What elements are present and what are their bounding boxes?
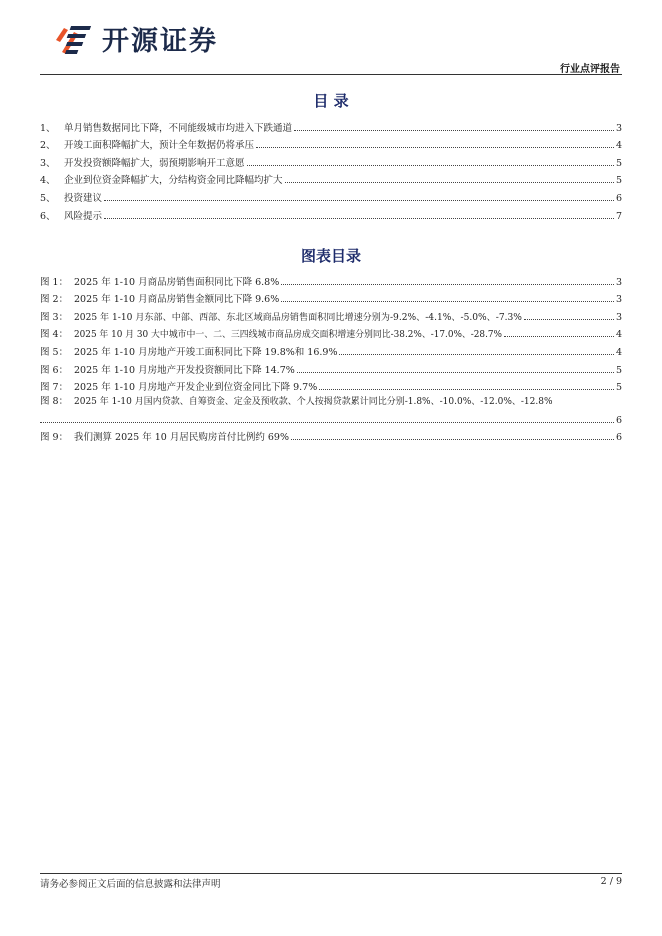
footer-disclaimer: 请务必参阅正文后面的信息披露和法律声明 [40,879,221,890]
figure-entry-label: 2025 年 1-10 月房地产开竣工面积同比下降 19.8%和 16.9% [74,346,338,358]
figure-entry-number: 图 4： [40,329,69,341]
toc-entry-label: 开发投资额降幅扩大，弱预期影响开工意愿 [64,157,245,169]
figure-entry-number: 图 2： [40,294,69,306]
dot-leader [319,389,614,390]
figure-entry[interactable] [40,393,622,426]
dot-leader [281,284,614,285]
toc-entry-page: 5 [615,157,622,169]
figure-entry-number: 图 5： [40,346,69,358]
toc-entry[interactable] [40,151,622,169]
figures-title: 图表目录 [300,247,361,265]
figure-entry-label: 2025 年 1-10 月国内贷款、自筹资金、定金及预收款、个人按揭贷款累计同比分别-1.8%、-10.0%、-12.0%、-12.8% [74,397,553,408]
figure-entry-number: 图 3： [40,311,69,323]
toc-entry-page: 6 [615,192,622,204]
dot-leader [281,301,614,302]
toc-entry-number: 5、 [40,192,56,204]
dot-leader [297,372,614,373]
dot-leader [339,354,613,355]
figure-entry[interactable] [40,305,622,323]
figure-entry-label: 2025 年 1-10 月房地产开发投资额同比下降 14.7% [74,364,295,376]
toc-title: 目 录 [313,92,349,110]
toc-entry-label: 投资建议 [64,192,103,204]
dot-leader [504,336,614,337]
figure-entry-number: 图 9： [40,432,69,444]
figure-entry-label: 2025 年 10 月 30 大中城市中一、二、三四线城市商品房成交面积增速分别同比-38.2%、-17.0%、-28.7% [74,330,502,341]
page-header [40,0,622,74]
toc-entry[interactable] [40,204,622,222]
toc-entry[interactable] [40,186,622,204]
figure-entry-number: 图 1： [40,276,69,288]
figure-entry[interactable] [40,426,622,444]
toc-entry-label: 单月销售数据同比下降，不同能级城市均进入下跌通道 [64,122,293,134]
company-logo [52,18,218,58]
figure-entry-label: 2025 年 1-10 月东部、中部、西部、东北区域商品房销售面积同比增速分别为-9.2%、-4.1%、-5.0%、-7.3% [74,312,522,323]
dot-leader [285,182,614,183]
figure-entry-label: 2025 年 1-10 月房地产开发企业到位资金同比下降 9.7% [74,382,318,394]
toc-entry-label: 开竣工面积降幅扩大，预计全年数据仍将承压 [64,140,255,152]
toc-entry-number: 2、 [40,140,56,152]
page-number: 2 / 9 [600,876,622,887]
toc-entry-page: 4 [615,140,622,152]
toc-entry-label: 企业到位资金降幅扩大，分结构资金同比降幅均扩大 [64,175,283,187]
figure-entry-page: 6 [615,414,622,426]
toc-entry-page: 3 [615,122,622,134]
figure-entry-label: 2025 年 1-10 月商品房销售金额同比下降 9.6% [74,294,280,306]
toc-entry[interactable] [40,169,622,187]
dot-leader [40,422,614,423]
dot-leader [104,218,614,219]
dot-leader [291,439,614,440]
figure-list [40,270,622,443]
toc-entry-number: 4、 [40,175,56,187]
toc-entry-number: 1、 [40,122,56,134]
toc-entry-page: 7 [615,210,622,222]
logo-icon [52,18,98,58]
figure-entry-page: 5 [615,364,622,376]
toc-entry[interactable] [40,134,622,152]
figure-entry-page: 4 [615,329,622,341]
dot-leader [256,147,614,148]
figure-entry[interactable] [40,376,622,394]
figure-entry-page: 6 [615,432,622,444]
figure-entry[interactable] [40,288,622,306]
figure-entry-number: 图 7： [40,382,69,394]
figure-entry[interactable] [40,358,622,376]
figure-entry-page: 4 [615,346,622,358]
toc-entry[interactable] [40,116,622,134]
figure-entry[interactable] [40,270,622,288]
dot-leader [294,130,614,131]
toc-entry-number: 6、 [40,210,56,222]
dot-leader [247,165,614,166]
dot-leader [104,200,614,201]
figure-entry[interactable] [40,323,622,341]
footer-divider [40,873,622,874]
figure-entry[interactable] [40,340,622,358]
figure-entry-page: 5 [615,382,622,394]
header-divider [40,74,622,75]
toc-entry-number: 3、 [40,157,56,169]
toc-list [40,116,622,222]
figure-entry-label: 我们测算 2025 年 10 月居民购房首付比例约 69% [74,432,289,444]
toc-entry-label: 风险提示 [64,210,103,222]
figure-entry-number: 图 6： [40,364,69,376]
report-type: 行业点评报告 [560,64,620,75]
brand-name: 开源证券 [102,25,218,57]
figure-entry-page: 3 [615,294,622,306]
toc-entry-page: 5 [615,175,622,187]
figure-entry-number: 图 8： [40,396,69,408]
figure-entry-page: 3 [615,311,622,323]
figure-entry-page: 3 [615,276,622,288]
dot-leader [524,319,614,320]
figure-entry-label: 2025 年 1-10 月商品房销售面积同比下降 6.8% [74,276,280,288]
